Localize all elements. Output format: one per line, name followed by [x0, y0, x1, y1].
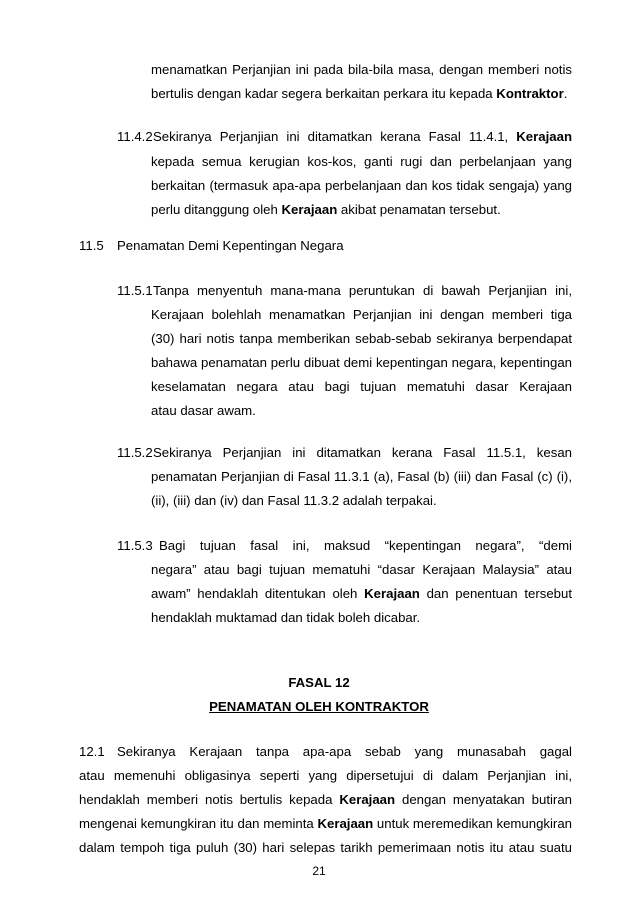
text-run: untuk meremedikan kemungkiran	[376, 816, 572, 831]
bold-term: Kerajaan	[339, 792, 396, 807]
paragraph-line: kepada semua kerugian kos-kos, ganti rugi dan perbelanjaan yang	[151, 154, 572, 169]
paragraph-line: Tanpa menyentuh mana-mana peruntukan di bawah Perjanjian ini,	[153, 283, 572, 298]
text-run: .	[563, 86, 568, 101]
paragraph-line: negara” atau bagi tujuan mematuhi “dasar Kerajaan Malaysia” atau	[151, 562, 572, 577]
paragraph-line: atau dasar awam.	[151, 403, 256, 418]
chapter-heading: FASAL 12	[288, 675, 350, 690]
paragraph-line: bahawa penamatan perlu dibuat demi kepentingan negara, kepentingan	[151, 355, 572, 370]
text-run: dan penentuan tersebut	[419, 586, 572, 601]
text-run: Sekiranya Perjanjian ini ditamatkan kerana Fasal 11.4.1,	[153, 129, 517, 144]
text-run: awam” hendaklah ditentukan oleh	[151, 586, 365, 601]
paragraph-line	[151, 585, 572, 603]
text-run: perlu ditanggung oleh	[151, 202, 282, 217]
paragraph-line	[151, 201, 501, 219]
chapter-subheading	[0, 698, 638, 716]
paragraph-line: dalam tempoh tiga puluh (30) hari selepas tarikh pemerimaan notis itu atau suatu	[79, 840, 572, 855]
page-number: 21	[312, 864, 326, 878]
bold-term: Kerajaan	[364, 586, 420, 601]
paragraph-line: penamatan Perjanjian di Fasal 11.3.1 (a), Fasal (b) (iii) dan Fasal (c) (i),	[151, 469, 572, 484]
text-run: dengan menyatakan butiran	[395, 792, 572, 807]
clause-number: 11.5.1	[117, 283, 153, 298]
paragraph-line: (ii), (iii) dan (iv) dan Fasal 11.3.2 adalah terpakai.	[151, 493, 437, 508]
text-run: atau memenuhi obligasinya seperti yang dipersetujui di dalam Perjanjian ini,	[79, 768, 572, 783]
text-run: mengenai kemungkiran itu dan meminta	[79, 816, 318, 831]
section-number: 11.5	[79, 238, 104, 253]
paragraph-line: berkaitan (termasuk apa-apa perbelanjaan dan kos tidak sengaja) yang	[151, 178, 572, 193]
section-title: Penamatan Demi Kepentingan Negara	[117, 238, 344, 253]
paragraph-line	[151, 85, 567, 103]
text-run: hendaklah memberi notis bertulis kepada	[79, 792, 340, 807]
paragraph-line: keselamatan negara atau bagi tujuan mematuhi dasar Kerajaan	[151, 379, 572, 394]
paragraph-line	[79, 791, 572, 809]
chapter-subheading-text: PENAMATAN OLEH KONTRAKTOR	[209, 699, 429, 714]
clause-number: 12.1	[79, 744, 105, 759]
paragraph-line: Bagi tujuan fasal ini, maksud “kepentingan negara”, “demi	[159, 538, 572, 553]
paragraph-line	[153, 128, 572, 146]
paragraph-line	[79, 767, 572, 785]
text-run: akibat penamatan tersebut.	[337, 202, 501, 217]
paragraph-line	[79, 815, 572, 833]
paragraph-line: Sekiranya Kerajaan tanpa apa-apa sebab yang munasabah gagal	[117, 744, 572, 759]
paragraph-line: menamatkan Perjanjian ini pada bila-bila masa, dengan memberi notis	[151, 62, 572, 77]
bold-term: Kerajaan	[281, 202, 338, 217]
paragraph-line: Sekiranya Perjanjian ini ditamatkan kerana Fasal 11.5.1, kesan	[153, 445, 572, 460]
bold-term: Kerajaan	[317, 816, 374, 831]
text-run: bertulis dengan kadar segera berkaitan perkara itu kepada	[151, 86, 497, 101]
bold-term: Kontraktor	[496, 86, 564, 101]
bold-term: Kerajaan	[516, 129, 572, 144]
paragraph-line: (30) hari notis tanpa memberikan sebab-sebab sekiranya berpendapat	[151, 331, 572, 346]
clause-number: 11.5.2	[117, 445, 153, 460]
paragraph-line: Kerajaan bolehlah menamatkan Perjanjian ini dengan memberi tiga	[151, 307, 572, 322]
clause-number: 11.5.3	[117, 538, 153, 553]
paragraph-line: hendaklah muktamad dan tidak boleh dicabar.	[151, 610, 421, 625]
clause-number: 11.4.2	[117, 129, 153, 144]
